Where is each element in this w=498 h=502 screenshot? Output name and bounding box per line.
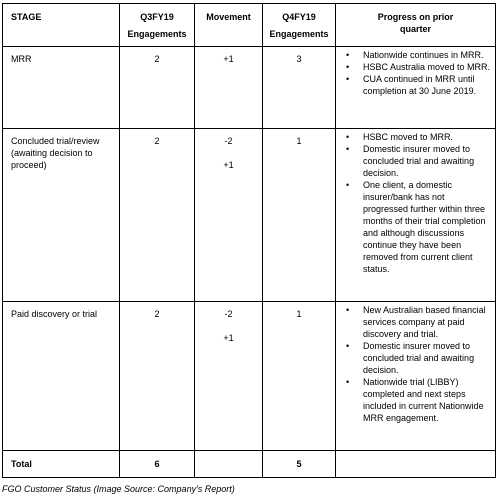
movement-value: +1 (223, 333, 234, 343)
bullet-icon: • (346, 180, 350, 190)
progress-cell (336, 47, 496, 129)
header-q4-line2: Engagements (269, 29, 329, 39)
movement-value: -2 (224, 136, 233, 146)
progress-list (340, 49, 491, 97)
bullet-icon: • (346, 132, 350, 142)
q4-cell: 1 (263, 302, 336, 451)
stage-cell: Paid discovery or trial (3, 302, 120, 451)
progress-item: • Nationwide trial (LIBBY) completed and next steps included in current Nationwide MRR engagement. (346, 377, 484, 423)
stage-cell: MRR (3, 47, 120, 129)
progress-item: • New Australian based financial services company at paid discovery and trial. (346, 305, 486, 339)
customer-status-table (2, 3, 496, 478)
header-progress-line2: quarter (399, 24, 431, 34)
total-movement-cell (195, 451, 263, 478)
progress-cell (336, 129, 496, 302)
movement-cell (195, 47, 263, 129)
stage-cell: Concluded trial/review (awaiting decision to proceed) (3, 129, 120, 302)
bullet-icon: • (346, 144, 350, 154)
q4-cell: 3 (263, 47, 336, 129)
header-row (3, 4, 496, 47)
header-progress-line1: Progress on prior (377, 12, 454, 22)
movement-cell (195, 129, 263, 302)
progress-list (340, 131, 491, 275)
total-row (3, 451, 496, 478)
progress-item: • HSBC Australia moved to MRR. (346, 62, 491, 72)
q3-cell: 2 (120, 47, 195, 129)
header-q4-line1: Q4FY19 (282, 12, 316, 22)
header-q3 (120, 4, 195, 47)
movement-value: +1 (223, 54, 234, 64)
bullet-icon: • (346, 305, 350, 315)
movement-value: -2 (224, 309, 233, 319)
header-stage: STAGE (3, 4, 120, 47)
progress-item: • HSBC moved to MRR. (346, 132, 454, 142)
q3-cell: 2 (120, 302, 195, 451)
bullet-icon: • (346, 74, 350, 84)
table-caption: FGO Customer Status (Image Source: Company's Report) (2, 484, 235, 494)
progress-item: • CUA continued in MRR until completion at 30 June 2019. (346, 74, 477, 96)
total-q4-cell: 5 (263, 451, 336, 478)
bullet-icon: • (346, 341, 350, 351)
header-q3-line2: Engagements (127, 29, 187, 39)
header-progress (336, 4, 496, 47)
bullet-icon: • (346, 377, 350, 387)
table-row (3, 47, 496, 129)
q4-cell: 1 (263, 129, 336, 302)
progress-item: • Domestic insurer moved to concluded trial and awaiting decision. (346, 341, 475, 375)
bullet-icon: • (346, 50, 350, 60)
bullet-icon: • (346, 62, 350, 72)
progress-cell (336, 302, 496, 451)
table-row (3, 129, 496, 302)
header-movement: Movement (195, 4, 263, 47)
header-q4 (263, 4, 336, 47)
total-q3-cell: 6 (120, 451, 195, 478)
movement-value: +1 (223, 160, 234, 170)
table-row (3, 302, 496, 451)
progress-item: • Domestic insurer moved to concluded trial and awaiting decision. (346, 144, 475, 178)
total-label-cell: Total (3, 451, 120, 478)
total-progress-cell (336, 451, 496, 478)
progress-list (340, 304, 491, 424)
movement-cell (195, 302, 263, 451)
header-q3-line1: Q3FY19 (140, 12, 174, 22)
q3-cell: 2 (120, 129, 195, 302)
progress-item: • Nationwide continues in MRR. (346, 50, 484, 60)
progress-item: • One client, a domestic insurer/bank has not progressed further within three months of their trial completion and although discussions continue they have been removed from current client status. (346, 180, 486, 274)
